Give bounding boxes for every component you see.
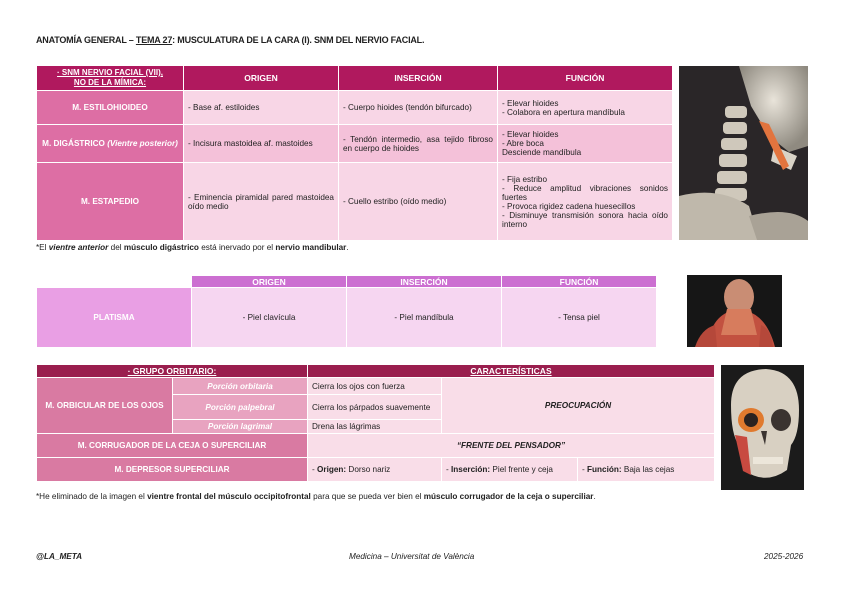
note-occipitofrontal: *He eliminado de la imagen el vientre frontal del músculo occipitofrontal para que se pueda ver bien el músculo corrugador de la ceja o superciliar. <box>36 492 596 501</box>
row-name: M. CORRUGADOR DE LA CEJA O SUPERCILIAR <box>37 434 308 458</box>
row-name: PLATISMA <box>37 288 192 348</box>
row-name: M. ESTILOHIOIDEO <box>37 91 184 125</box>
table1-insercion-header: INSERCIÓN <box>339 66 498 91</box>
table-row: M. DEPRESOR SUPERCILIAR - Origen: Dorso nariz - Inserción: Piel frente y ceja - Función: Baja las cejas <box>37 458 715 482</box>
table-row: M. DIGÁSTRICO (Vientre posterior) - Incisura mastoidea af. mastoides - Tendón intermedio, asa tejido fibroso en cuerpo de hioides - Elevar hioides - Abre boca Desciende mandíbula <box>37 125 673 163</box>
table-row: Porción palpebral Cierra los párpados suavemente <box>37 395 715 420</box>
table2-origen-header: ORIGEN <box>192 276 347 288</box>
footer-year: 2025-2026 <box>764 552 804 561</box>
table3-group-header: · GRUPO ORBITARIO: <box>37 365 308 378</box>
topic-link: TEMA 27 <box>135 35 173 45</box>
table1-label-header: · SNM NERVIO FACIAL (VII), NO DE LA MÍMICA: <box>37 66 184 91</box>
table1-funcion-header: FUNCIÓN <box>498 66 673 91</box>
skull-illustration <box>721 365 804 490</box>
table2-funcion-header: FUNCIÓN <box>502 276 657 288</box>
table-row: M. ORBICULAR DE LOS OJOS Porción orbitaria Cierra los ojos con fuerza PREOCUPACIÓN <box>37 378 715 395</box>
row-name: M. DIGÁSTRICO (Vientre posterior) <box>37 125 184 163</box>
platisma-table <box>36 275 657 348</box>
frente-pensador-label: “FRENTE DEL PENSADOR” <box>308 434 715 458</box>
table-row: PLATISMA - Piel clavícula - Piel mandíbula - Tensa piel <box>37 288 657 348</box>
table-row: M. ESTILOHIOIDEO - Base af. estiloides - Cuerpo hioides (tendón bifurcado) - Elevar hioides - Colabora en apertura mandíbula <box>37 91 673 125</box>
preocupacion-label: PREOCUPACIÓN <box>442 378 715 434</box>
table3-characteristics-header: CARACTERÍSTICAS <box>308 365 715 378</box>
table-row: M. ESTAPEDIO - Eminencia piramidal pared mastoidea oído medio - Cuello estribo (oído medio) - Fija estribo - Reduce amplitud vibraciones sonidos fuertes - Provoca rigidez cadena huesecillos - Disminuye transmisión sonora hacia oído interno <box>37 163 673 241</box>
table-row <box>37 434 715 458</box>
table1-origen-header: ORIGEN <box>184 66 339 91</box>
neck-muscles-illustration <box>679 66 808 240</box>
footer-author: @LA_META <box>36 552 83 561</box>
footer-institution: Medicina – Universitat de València <box>349 552 475 561</box>
table2-insercion-header: INSERCIÓN <box>347 276 502 288</box>
row-name: M. ORBICULAR DE LOS OJOS <box>37 378 173 434</box>
row-name: M. DEPRESOR SUPERCILIAR <box>37 458 308 482</box>
page-title: ANATOMÍA GENERAL – TEMA 27: MUSCULATURA DE LA CARA (I). SNM DEL NERVIO FACIAL. <box>36 35 425 45</box>
note-digastrico: *El vientre anterior del músculo digástrico está inervado por el nervio mandibular. <box>36 243 349 252</box>
facial-nerve-table <box>36 65 673 241</box>
row-name: M. ESTAPEDIO <box>37 163 184 241</box>
orbital-group-table <box>36 364 715 482</box>
table-row: Porción lagrimal Drena las lágrimas <box>37 420 715 434</box>
platisma-illustration <box>687 275 782 347</box>
